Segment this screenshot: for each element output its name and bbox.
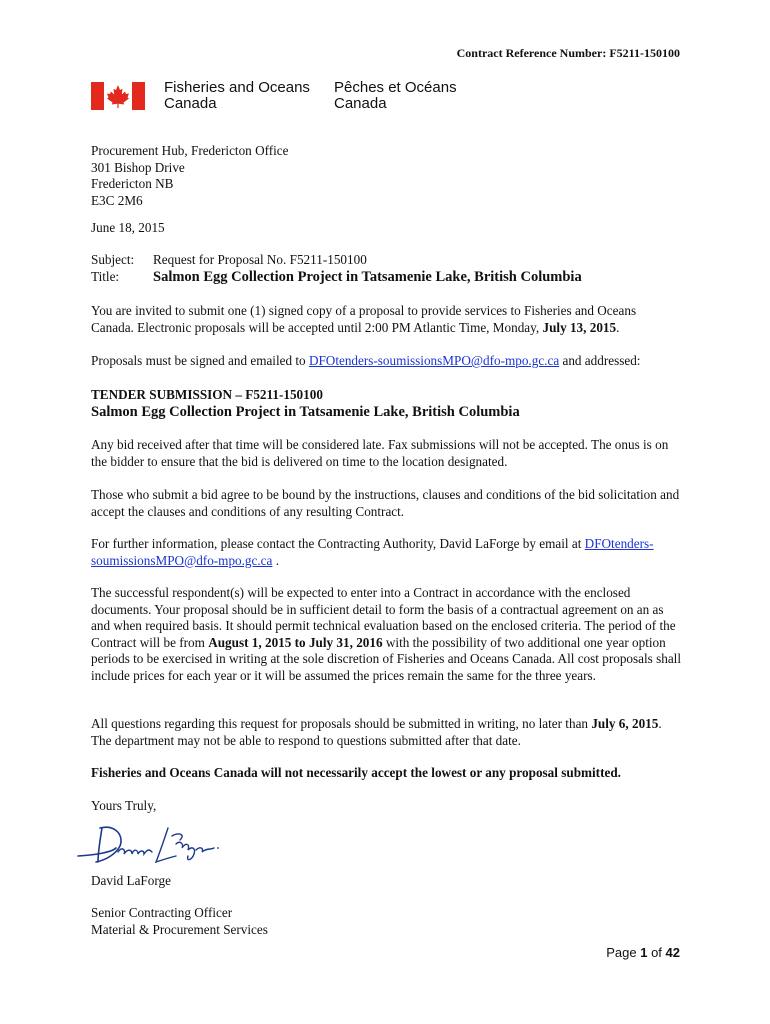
department-fr-line1: Pêches et Océans <box>334 79 457 96</box>
contact-paragraph <box>91 536 682 569</box>
invitation-paragraph <box>91 303 682 336</box>
signatory-title <box>91 905 682 938</box>
signatory-title-line1: Senior Contracting Officer <box>91 905 233 920</box>
tender-heading <box>91 387 682 420</box>
invitation-text: You are invited to submit one (1) signed copy of a proposal to provide services to Fisheries and Oceans Canada. Electronic proposals will be accepted until 2:00 PM Atlantic Time, Monday, <box>91 303 637 335</box>
page-of: of <box>647 945 666 960</box>
address-line: E3C 2M6 <box>91 192 143 208</box>
address-line: 301 Bishop Drive <box>91 159 185 175</box>
questions-end: . The department may not be able to respond to questions submitted after that date. <box>91 716 662 748</box>
questions-text: All questions regarding this request for proposals should be submitted in writing, no later than <box>91 716 592 731</box>
signatory-title-line2: Material & Procurement Services <box>91 921 268 937</box>
tender-line1: TENDER SUBMISSION – F5211-150100 <box>91 387 323 402</box>
address-line: Fredericton NB <box>91 176 174 192</box>
late-bid-paragraph: Any bid received after that time will be considered late. Fax submissions will not be accepted. The onus is on the bidder to ensure that the bid is delivered on time to the location designated. <box>91 437 669 469</box>
contract-text-end: with the possibility of two additional one year option periods to be exercised in writing at the sole discretion of Fisheries and Oceans Canada. All cost proposals shall include prices for each year or it will be assumed the prices remain the same for the three years. <box>91 634 681 683</box>
contract-period: August 1, 2015 to July 31, 2016 <box>208 634 383 650</box>
questions-deadline: July 6, 2015 <box>591 716 659 731</box>
tender-line2: Salmon Egg Collection Project in Tatsamenie Lake, British Columbia <box>91 403 520 420</box>
letter-date: June 18, 2015 <box>91 220 165 235</box>
invitation-end: . <box>616 319 620 335</box>
department-name-english <box>164 80 310 112</box>
title-label: Title: <box>91 268 120 284</box>
department-en-line2: Canada <box>164 95 217 112</box>
signature-image <box>76 822 226 872</box>
subject-value: Request for Proposal No. F5211-150100 <box>153 252 367 267</box>
signatory-name: David LaForge <box>91 873 171 888</box>
sender-address <box>91 143 682 209</box>
questions-paragraph <box>91 716 682 749</box>
contract-paragraph <box>91 585 682 685</box>
contact-end: . <box>272 552 279 568</box>
contact-email-link[interactable]: DFOtenders-soumissionsMPO@dfo-mpo.gc.ca <box>91 536 654 568</box>
contract-text: The successful respondent(s) will be expected to enter into a Contract in accordance with the enclosed documents. Your proposal should be in sufficient detail to form the basis of a contractual agreement on an as and when required basis. It should permit technical evaluation based on the enclosed criteria. The period of the Contract will be from <box>91 585 676 650</box>
page-number <box>606 945 680 960</box>
deadline-date: July 13, 2015 <box>542 319 617 335</box>
submission-end: and addressed: <box>559 353 641 368</box>
terms-paragraph: Those who submit a bid agree to be bound by the instructions, clauses and conditions of the bid solicitation and accept the clauses and conditions of any resulting Contract. <box>91 487 680 519</box>
department-name-french <box>334 80 457 112</box>
page-current: 1 <box>640 945 648 960</box>
department-fr-line2: Canada <box>334 95 387 112</box>
closing-salutation: Yours Truly, <box>91 798 157 813</box>
department-en-line1: Fisheries and Oceans <box>164 79 310 96</box>
disclaimer-paragraph: Fisheries and Oceans Canada will not necessarily accept the lowest or any proposal submitted. <box>91 765 621 780</box>
submission-text: Proposals must be signed and emailed to <box>91 353 309 368</box>
title-value: Salmon Egg Collection Project in Tatsamenie Lake, British Columbia <box>153 268 582 285</box>
address-line: Procurement Hub, Fredericton Office <box>91 143 289 158</box>
page-prefix: Page <box>606 945 641 960</box>
submission-paragraph <box>91 353 682 370</box>
contact-text: For further information, please contact the Contracting Authority, David LaForge by email at <box>91 536 585 551</box>
canada-flag-icon <box>91 82 145 110</box>
subject-label: Subject: <box>91 252 135 267</box>
email-link[interactable]: DFOtenders-soumissionsMPO@dfo-mpo.gc.ca <box>308 353 560 368</box>
subject-block <box>91 252 682 285</box>
page-total: 42 <box>665 945 680 960</box>
contract-reference: Contract Reference Number: F5211-150100 <box>456 46 680 60</box>
